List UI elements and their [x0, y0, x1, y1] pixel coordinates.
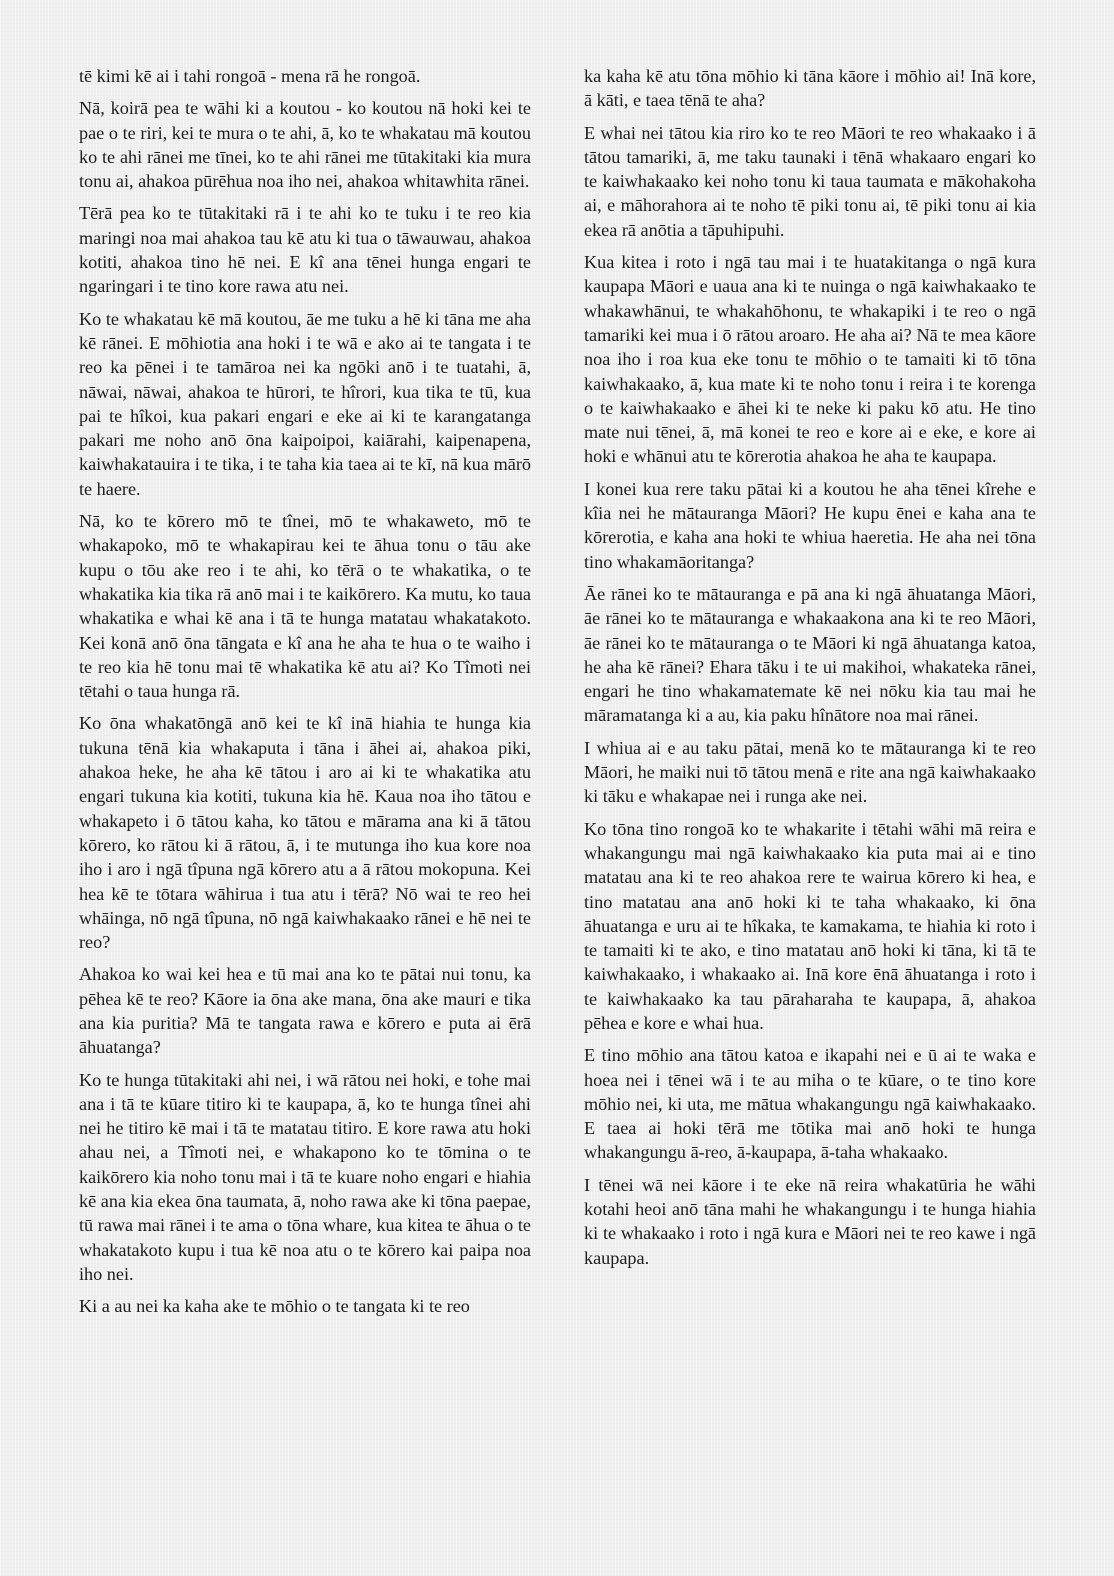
paragraph: Ko ōna whakatōngā anō kei te kî inā hiahia te hunga kia tukuna tēnā kia whakaputa i tāna i āhei ai, ahakoa piki, ahakoa heke, he aha kē tātou i aro ai ki te whakatika atu engari tukuna kia kotiti, tukuna kia hē. Kaua noa iho tātou e whakapeto i ō tātou kaha, ko tātou e mārama ana ki ā tātou kōrero, ko rātou ki ā rātou, ā, i te mutunga iho kua kore noa iho i aro i ngā tîpuna ngā kōrero atu a ā rātou mokopuna. Kei hea kē te tōtara wāhirua i tua atu i tērā? Nō wai te reo hei whāinga, nō ngā tîpuna, nō ngā kaiwhakaako rānei e hē nei te reo? [79, 713, 531, 953]
paragraph: I tēnei wā nei kāore i te eke nā reira whakatūria he wāhi kotahi heoi anō tāna mahi he whakangungu i te hunga hiahia ki te whakaako i roto i ngā kura e Māori nei te reo kawe i ngā kaupapa. [584, 1174, 1036, 1268]
paragraph: Ko tōna tino rongoā ko te whakarite i tētahi wāhi mā reira e whakangungu mai ngā kaiwhakaako kia puta mai ai e tino matatau ana ki te reo ahakoa rere te wairua kōrero ki hea, e tino matatau ana anō hoki ki te taha whakaako, ki ōna āhuatanga e uru ai te hîkaka, te kamakama, te hiahia ki roto i te tamaiti ki te ako, e tino matatau anō hoki ki tāna, ki tā te kaiwhakaako, i whakaako ai. Inā kore ēnā āhuatanga i roto i te kaiwhakaako ka tau pāraharaha te kaupapa, ā, ahakoa pēhea e kore e whai hua. [584, 818, 1036, 1033]
paragraph: Ahakoa ko wai kei hea e tū mai ana ko te pātai nui tonu, ka pēhea kē te reo? Kāore ia ōna ake mana, ōna ake mauri e tika ana kia puritia? Mā te tangata rawa e kōrero e puta ai ērā āhuatanga? [79, 964, 531, 1058]
paragraph: Kua kitea i roto i ngā tau mai i te huatakitanga o ngā kura kaupapa Māori e uaua ana ki te nuinga o ngā kaiwhakaako te whakawhānui, te whakahōhonu, te whakapiki i te reo o ngā tamariki kei mua i ō rātou aroaro. He aha ai? Nā te mea kāore noa iho i roa kua eke tonu te mōhio o te tamaiti ki tō tōna kaiwhakaako, ā, kua mate ki te noho tonu i reira i te korenga o te kaiwhakaako e āhei ki te neke ki paku kō atu. He tino mate nui tēnei, ā, mā konei te reo e kore ai e eke, e kore ai hoki e whānui atu te kōrerotia ahakoa he aha te kaupapa. [584, 252, 1036, 467]
right-column [584, 64, 1036, 1278]
paragraph: I whiua ai e au taku pātai, menā ko te mātauranga ki te reo Māori, he maiki nui tō tātou menā e rite ana ngā kaiwhakaako ki tāku e whakapae nei i runga ake nei. [584, 737, 1036, 807]
paragraph: Ko te hunga tūtakitaki ahi nei, i wā rātou nei hoki, e tohe mai ana i tā te kūare titiro ki te kaupapa, ā, ko te hunga tînei ahi nei he titiro kē mai i tā te matatau titiro. E kore rawa atu hoki ahau nei, a Tîmoti nei, e whakapono ko te tōmina o te kaikōrero kia noho tonu mai i tā te kuare noho engari e hiahia kē ana kia ekea ōna taumata, ā, noho rawa ake ki tōna paepae, tū rawa mai rānei i te ama o tōna whare, kua kitea te āhua o te whakatakoto kupu i tua kē noa atu o te kōrero kai paipa noa iho nei. [79, 1069, 531, 1284]
paragraph: Nā, ko te kōrero mō te tînei, mō te whakaweto, mō te whakapoko, mō te whakapirau kei te āhua tonu o tāu ake kupu o tōu ake reo i te ahi, ko tērā o te whakatika, o te whakatika kia tika rā anō mai i te kaikōrero. Ka mutu, ko taua whakatika e whai kē ana i tā te hunga matatau whakatakoto. Kei konā anō ōna tāngata e kî ana he aha te hua o te waiho i te reo kia hē tonu mai tē whakatika kē atu ai? Ko Tîmoti nei tētahi o taua hunga rā. [79, 511, 531, 702]
paragraph: Nā, koirā pea te wāhi ki a koutou - ko koutou nā hoki kei te pae o te riri, kei te mura o te ahi, ā, ko te whakatau mā koutou ko te ahi rānei me tīnei, ko te ahi rānei me tūtakitaki kia mura tonu ai, ahakoa pūrēhua noa iho nei, ahakoa whitawhita rānei. [79, 98, 531, 192]
left-column [79, 64, 531, 1327]
paragraph: ka kaha kē atu tōna mōhio ki tāna kāore i mōhio ai! Inā kore, ā kāti, e taea tēnā te aha? [584, 66, 1036, 111]
paragraph: Ki a au nei ka kaha ake te mōhio o te tangata ki te reo [79, 1296, 470, 1317]
paragraph: E whai nei tātou kia riro ko te reo Māori te reo whakaako i ā tātou tamariki, ā, me taku taunaki i tēnā whakaaro engari ko te kaiwhakaako kei noho tonu ki taua taumata e mākohakoha ai, e māhorahora ai te noho tē piki tonu ai, tē piki tonu ai kia ekea rā anōtia a tāpuhipuhi. [584, 122, 1036, 240]
paragraph: E tino mōhio ana tātou katoa e ikapahi nei e ū ai te waka e hoea nei i tēnei wā i te au miha o te kūare, o te tino kore mōhio nei, ki uta, me mātua whakangungu ngā kaiwhakaako. E taea ai hoki tērā me tōtika mai anō hoki te hunga whakangungu ā-reo, ā-kaupapa, ā-taha whakaako. [584, 1045, 1036, 1163]
paragraph: Tērā pea ko te tūtakitaki rā i te ahi ko te tuku i te reo kia maringi noa mai ahakoa tau kē atu ki tua o tāwauwau, ahakoa kotiti, ahakoa tino hē nei. E kî ana tēnei hunga engari te ngaringari i te tino kore rawa atu nei. [79, 203, 531, 297]
paragraph: tē kimi kē ai i tahi rongoā - mena rā he rongoā. [79, 66, 421, 86]
paragraph: Āe rānei ko te mātauranga e pā ana ki ngā āhuatanga Māori, āe rānei ko te mātauranga e whakaakona ana ki te reo Māori, āe rānei ko te mātauranga o te Māori ki ngā āhuatanga katoa, he aha kē rānei? Ehara tāku i te ui makihoi, whakateka rānei, engari he tino whakamatemate kē nei nōku kia tau mai he māramatanga ki a au, kia paku hînātore noa mai rānei. [584, 583, 1036, 726]
paragraph: Ko te whakatau kē mā koutou, āe me tuku a hē ki tāna me aha kē rānei. E mōhiotia ana hoki i te wā e ako ai te tangata i te reo ka pēnei i te tamāroa nei ka ngōki anō i te tuatahi, ā, nāwai, nāwai, ahakoa te hūrori, te hîrori, kua tika te tū, kua pai te hîkoi, kua pakari engari e eke ai ki te karangatanga pakari me noho anō ōna kaipoipoi, kaiārahi, kaipenapena, kaiwhakatauira i te tika, i te taha kia taea ai te kī, nā kua mārō te haere. [79, 308, 531, 499]
paragraph: I konei kua rere taku pātai ki a koutou he aha tēnei kîrehe e kîia nei he mātauranga Māori? He kupu ēnei e kaha ana te kōrerotia, e kaha ana hoki te whiua haeretia. He aha nei tōna tino whakamāoritanga? [584, 478, 1036, 572]
